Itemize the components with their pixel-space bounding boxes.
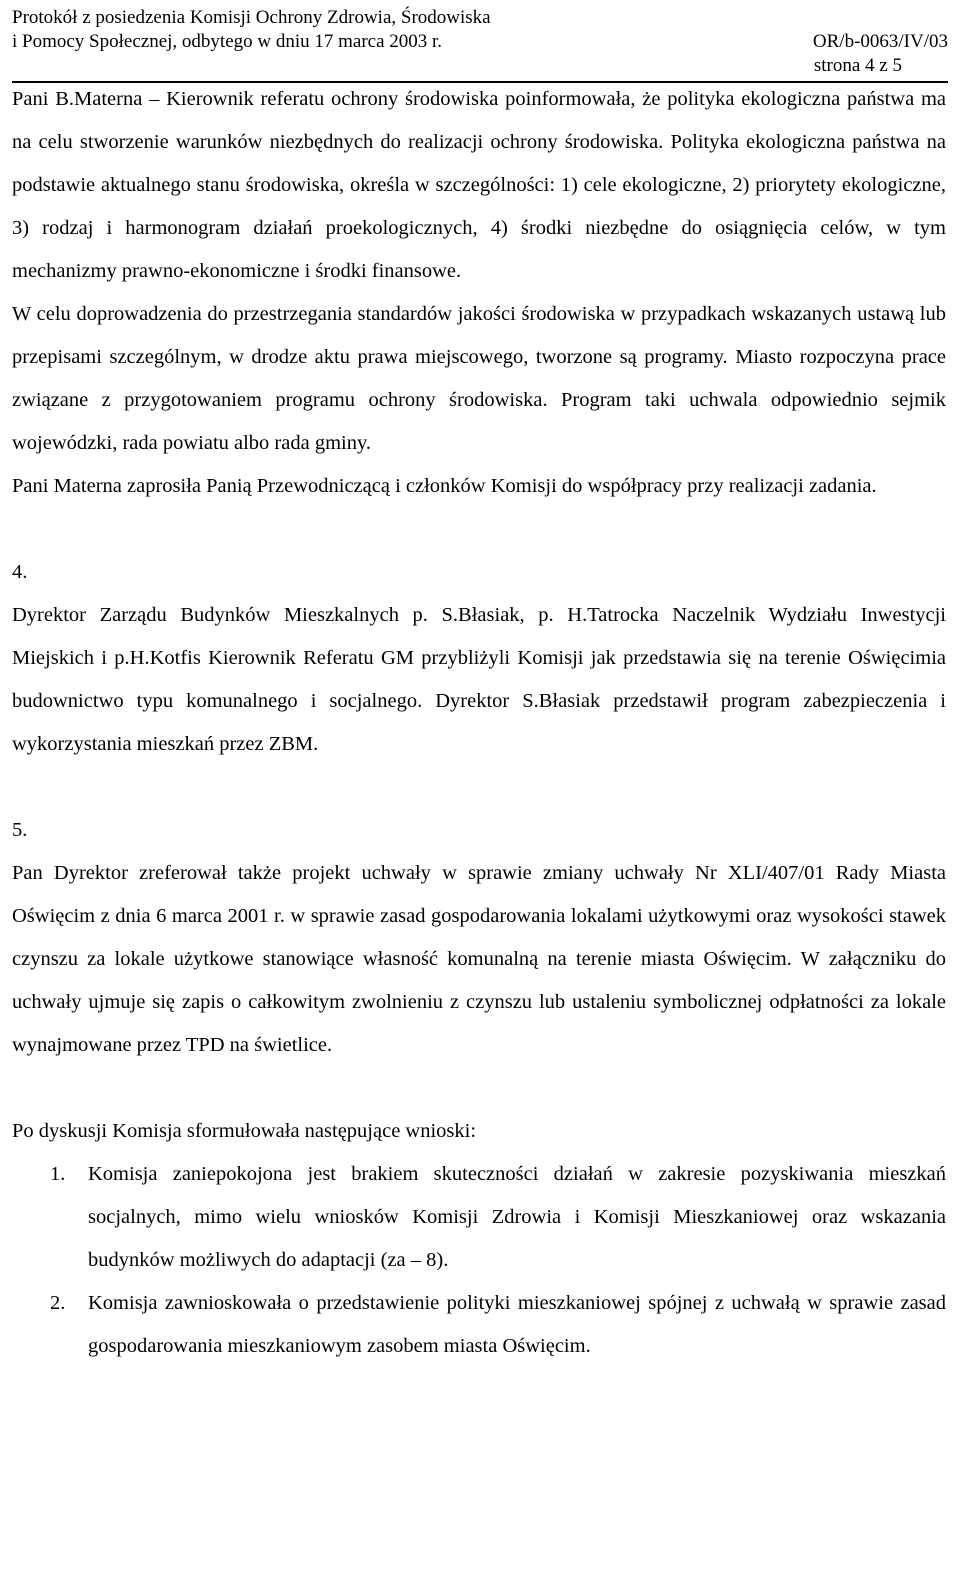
- paragraph-environment-policy: Pani B.Materna – Kierownik referatu ochrony środowiska poinformowała, że polityka ekologiczna państwa ma na celu stworzenie warunków niezbędnych do realizacji ochrony środowiska. Polityka ekologiczna państwa na podstawie aktualnego stanu środowiska, określa w szczególności: 1) cele ekologiczne, 2) priorytety ekologiczne, 3) rodzaj i harmonogram działań proekologicznych, 4) środki niezbędne do osiągnięcia celów, w tym mechanizmy prawno-ekonomiczne i środki finansowe.: [12, 88, 946, 282]
- header-title-line1: Protokół z posiedzenia Komisji Ochrony Zdrowia, Środowiska: [12, 7, 491, 28]
- list-item-text: Komisja zaniepokojona jest brakiem skuteczności działań w zakresie pozyskiwania mieszkań socjalnych, mimo wielu wniosków Komisji Zdrowia i Komisji Mieszkaniowej oraz wskazania budynków możliwych do adaptacji (za – 8).: [88, 1163, 946, 1271]
- document-body: [12, 78, 946, 1368]
- spacer: [12, 1067, 946, 1110]
- header-title-line2: i Pomocy Społecznej, odbytego w dniu 17 marca 2003 r.: [12, 31, 443, 52]
- paragraph-invitation: Pani Materna zaprosiła Panią Przewodniczącą i członków Komisji do współpracy przy realizacji zadania.: [12, 475, 877, 497]
- list-item-number: 2.: [50, 1292, 66, 1314]
- list-item: [12, 1153, 946, 1282]
- list-item-text: Komisja zawnioskowała o przedstawienie polityki mieszkaniowej spójnej z uchwałą w sprawie zasad gospodarowania mieszkaniowym zasobem miasta Oświęcim.: [88, 1292, 946, 1357]
- header-row-2: [12, 30, 948, 54]
- paragraph-resolution: Pan Dyrektor zreferował także projekt uchwały w sprawie zmiany uchwały Nr XLI/407/01 Rady Miasta Oświęcim z dnia 6 marca 2001 r. w sprawie zasad gospodarowania lokalami użytkowymi oraz wysokości stawek czynszu za lokale użytkowe stanowiące własność komunalną na terenie miasta Oświęcim. W załączniku do uchwały ujmuje się zapis o całkowitym zwolnieniu z czynszu lub ustaleniu symbolicznej odpłatności za lokale wynajmowane przez TPD na świetlice.: [12, 862, 946, 1056]
- paragraph-motions-intro: Po dyskusji Komisja sformułowała następujące wnioski:: [12, 1120, 477, 1142]
- page-header: [12, 6, 948, 83]
- document-number: OR/b-0063/IV/03: [812, 31, 948, 52]
- spacer: [12, 508, 946, 551]
- page-indicator: strona 4 z 5: [813, 55, 902, 76]
- spacer: [12, 766, 946, 809]
- list-item: [12, 1282, 946, 1368]
- section-5-number: 5.: [12, 819, 28, 841]
- motions-list: [12, 1153, 946, 1368]
- section-4-number: 4.: [12, 561, 28, 583]
- paragraph-housing: Dyrektor Zarządu Budynków Mieszkalnych p. S.Błasiak, p. H.Tatrocka Naczelnik Wydziału Inwestycji Miejskich i p.H.Kotfis Kierownik Referatu GM przybliżyli Komisji jak przedstawia się na terenie Oświęcimia budownictwo typu komunalnego i socjalnego. Dyrektor S.Błasiak przedstawił program zabezpieczenia i wykorzystania mieszkań przez ZBM.: [12, 604, 946, 755]
- paragraph-environment-programs: W celu doprowadzenia do przestrzegania standardów jakości środowiska w przypadkach wskazanych ustawą lub przepisami szczególnym, w drodze aktu prawa miejscowego, tworzone są programy. Miasto rozpoczyna prace związane z przygotowaniem programu ochrony środowiska. Program taki uchwala odpowiednio sejmik wojewódzki, rada powiatu albo rada gminy.: [12, 303, 946, 454]
- list-item-number: 1.: [50, 1163, 66, 1185]
